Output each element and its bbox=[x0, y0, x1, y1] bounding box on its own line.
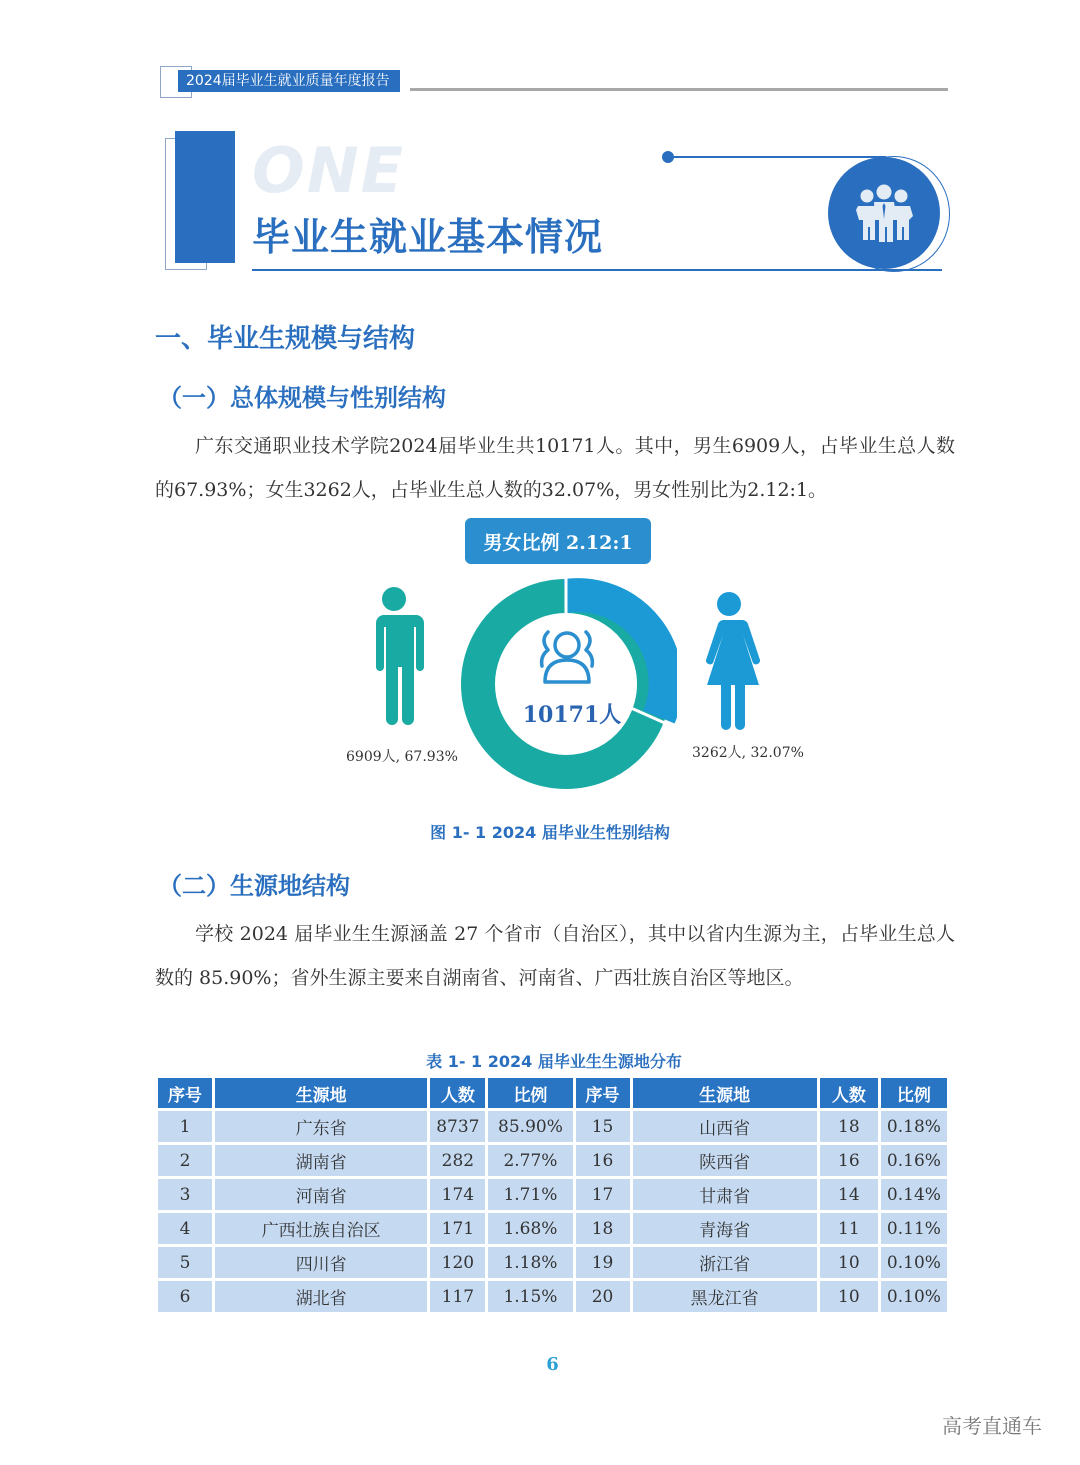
chapter-color-bar bbox=[175, 131, 235, 263]
chapter-underline bbox=[252, 269, 942, 271]
cell: 1.71% bbox=[488, 1179, 572, 1210]
cell: 2 bbox=[158, 1145, 212, 1176]
cell: 15 bbox=[576, 1111, 630, 1142]
cell: 14 bbox=[820, 1179, 878, 1210]
page-number: 6 bbox=[546, 1354, 559, 1375]
cell: 0.18% bbox=[881, 1111, 947, 1142]
watermark-text: 高考直通车 bbox=[942, 1414, 1042, 1438]
female-figure-icon bbox=[696, 590, 762, 730]
cell: 171 bbox=[430, 1213, 485, 1244]
cell: 120 bbox=[430, 1247, 485, 1278]
cell: 17 bbox=[576, 1179, 630, 1210]
cell: 湖南省 bbox=[215, 1145, 427, 1176]
cell: 6 bbox=[158, 1281, 212, 1312]
cell: 浙江省 bbox=[633, 1247, 817, 1278]
cell: 0.16% bbox=[881, 1145, 947, 1176]
chapter-line-decoration bbox=[672, 156, 886, 158]
cell: 陕西省 bbox=[633, 1145, 817, 1176]
col-header-origin: 生源地 bbox=[215, 1078, 427, 1108]
running-header-title: 2024届毕业生就业质量年度报告 bbox=[178, 70, 400, 92]
col-header-count: 人数 bbox=[820, 1078, 878, 1108]
cell: 0.14% bbox=[881, 1179, 947, 1210]
paragraph-gender bbox=[155, 424, 955, 512]
cell: 5 bbox=[158, 1247, 212, 1278]
cell: 湖北省 bbox=[215, 1281, 427, 1312]
cell: 10 bbox=[820, 1247, 878, 1278]
table-caption: 表 1- 1 2024 届毕业生生源地分布 bbox=[426, 1052, 682, 1071]
cell: 10 bbox=[820, 1281, 878, 1312]
subsection-heading-origin: （二）生源地结构 bbox=[158, 872, 350, 900]
origin-distribution-table bbox=[155, 1075, 950, 1315]
cell: 甘肃省 bbox=[633, 1179, 817, 1210]
table-row bbox=[158, 1213, 947, 1244]
table-row bbox=[158, 1145, 947, 1176]
subsection-heading-gender: （一）总体规模与性别结构 bbox=[158, 384, 446, 412]
total-graduates-value: 10171人 bbox=[522, 702, 622, 728]
table-row bbox=[158, 1247, 947, 1278]
cell: 1.18% bbox=[488, 1247, 572, 1278]
paragraph-origin bbox=[155, 912, 955, 1000]
cell: 4 bbox=[158, 1213, 212, 1244]
cell: 0.11% bbox=[881, 1213, 947, 1244]
cell: 青海省 bbox=[633, 1213, 817, 1244]
ratio-badge: 男女比例 2.12:1 bbox=[465, 518, 651, 564]
cell: 18 bbox=[820, 1111, 878, 1142]
cell: 3 bbox=[158, 1179, 212, 1210]
cell: 174 bbox=[430, 1179, 485, 1210]
cell: 1.15% bbox=[488, 1281, 572, 1312]
cell: 2.77% bbox=[488, 1145, 572, 1176]
section-heading: 一、毕业生规模与结构 bbox=[155, 324, 416, 354]
cell: 16 bbox=[576, 1145, 630, 1176]
team-icon bbox=[853, 184, 915, 242]
cell: 1 bbox=[158, 1111, 212, 1142]
cell: 黑龙江省 bbox=[633, 1281, 817, 1312]
paragraph-origin-text: 学校 2024 届毕业生生源涵盖 27 个省市（自治区），其中以省内生源为主，占毕业生总人数的 85.90%；省外生源主要来自湖南省、河南省、广西壮族自治区等地区。 bbox=[155, 923, 955, 989]
cell: 山西省 bbox=[633, 1111, 817, 1142]
cell: 19 bbox=[576, 1247, 630, 1278]
table-row bbox=[158, 1281, 947, 1312]
cell: 广西壮族自治区 bbox=[215, 1213, 427, 1244]
col-header-origin: 生源地 bbox=[633, 1078, 817, 1108]
cell: 11 bbox=[820, 1213, 878, 1244]
cell: 0.10% bbox=[881, 1247, 947, 1278]
group-people-icon bbox=[534, 626, 600, 688]
female-count-label: 3262人, 32.07% bbox=[692, 745, 804, 761]
table-row bbox=[158, 1111, 947, 1142]
col-header-index: 序号 bbox=[576, 1078, 630, 1108]
chapter-number-word: ONE bbox=[252, 134, 405, 207]
col-header-index: 序号 bbox=[158, 1078, 212, 1108]
table-row bbox=[158, 1179, 947, 1210]
cell: 117 bbox=[430, 1281, 485, 1312]
figure-caption: 图 1- 1 2024 届毕业生性别结构 bbox=[430, 823, 670, 842]
header-rule bbox=[410, 88, 948, 91]
cell: 18 bbox=[576, 1213, 630, 1244]
cell: 85.90% bbox=[488, 1111, 572, 1142]
cell: 1.68% bbox=[488, 1213, 572, 1244]
cell: 282 bbox=[430, 1145, 485, 1176]
cell: 8737 bbox=[430, 1111, 485, 1142]
cell: 河南省 bbox=[215, 1179, 427, 1210]
table-header-row bbox=[158, 1078, 947, 1108]
male-figure-icon bbox=[360, 585, 428, 725]
chapter-title: 毕业生就业基本情况 bbox=[252, 215, 604, 259]
male-count-label: 6909人, 67.93% bbox=[346, 749, 458, 765]
col-header-ratio: 比例 bbox=[881, 1078, 947, 1108]
cell: 20 bbox=[576, 1281, 630, 1312]
paragraph-gender-text: 广东交通职业技术学院2024届毕业生共10171人。其中，男生6909人，占毕业生总人数的67.93%；女生3262人，占毕业生总人数的32.07%，男女性别比为2.12:1。 bbox=[155, 435, 955, 501]
cell: 广东省 bbox=[215, 1111, 427, 1142]
cell: 四川省 bbox=[215, 1247, 427, 1278]
col-header-ratio: 比例 bbox=[488, 1078, 572, 1108]
chapter-icon-circle bbox=[828, 157, 940, 269]
col-header-count: 人数 bbox=[430, 1078, 485, 1108]
cell: 0.10% bbox=[881, 1281, 947, 1312]
cell: 16 bbox=[820, 1145, 878, 1176]
